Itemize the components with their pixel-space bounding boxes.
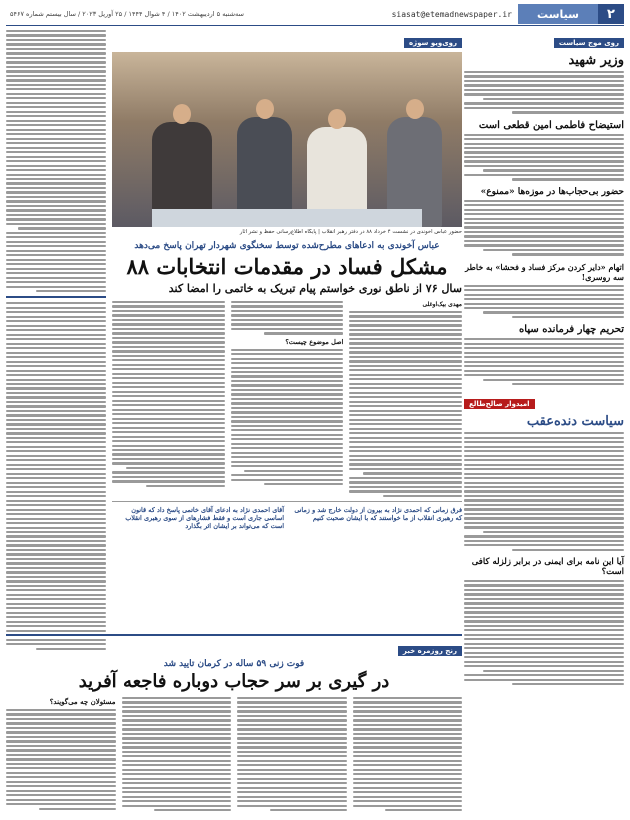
pull-quote-1: فرق زمانی که احمدی نژاد به بیرون از دولت خارج شد و زمانی که رهبری انقلاب از ما خواستند که با ایشان صحبت کنیم bbox=[294, 506, 462, 523]
bottom-subhead: مسئولان چه می‌گویند؟ bbox=[49, 697, 116, 706]
bottom-headline: در گیری بر سر حجاب دوباره فاجعه آفرید bbox=[78, 671, 390, 692]
pull-quote-2: آقای احمدی نژاد به ادعای آقای خاتمی پاسخ داد که قانون اساسی جاری است و فقط فشارهای از سوی رهبری انقلاب است که می‌تواند بر ایشان اثر بگذارد bbox=[125, 506, 284, 531]
story-title-5: تحریم چهار فرمانده سپاه bbox=[519, 324, 624, 336]
main-headline: مشکل فساد در مقدمات انتخابات ۸۸ bbox=[126, 254, 448, 279]
left-column bbox=[6, 30, 106, 630]
story-title-2: استیضاح فاطمی امین قطعی است bbox=[478, 119, 624, 131]
column-title: سیاست دنده‌عقب bbox=[526, 414, 624, 430]
main-kicker: عباس آخوندی به ادعاهای مطرح‌شده توسط سخنگوی شهردار تهران پاسخ می‌دهد bbox=[134, 241, 440, 251]
story-title-4: اتهام «دایر کردن مرکز فساد و فحشا» به خاطر سه روسری! bbox=[465, 261, 624, 282]
right-column-label: روی موج سیاست bbox=[554, 38, 624, 48]
last-story-body bbox=[464, 580, 624, 685]
main-byline: مهدی بیک‌اوغلی bbox=[422, 301, 462, 308]
bottom-body bbox=[6, 697, 462, 811]
story-title-3: حضور بی‌حجاب‌ها در موزه‌ها «ممنوع» bbox=[480, 186, 624, 197]
main-photo bbox=[112, 52, 462, 227]
column-author-label: امیدوار صالح‌طالع bbox=[464, 399, 535, 409]
story-title-1: وزیر شهید bbox=[568, 53, 624, 68]
bottom-story bbox=[6, 634, 462, 814]
left-column-body-2 bbox=[6, 302, 106, 649]
story-body-1 bbox=[464, 71, 624, 114]
header-divider bbox=[6, 25, 624, 26]
column-body bbox=[464, 432, 624, 551]
bottom-kicker: فوت زنی ۵۹ ساله در کرمان تایید شد bbox=[163, 659, 305, 669]
section-name: سیاست bbox=[518, 4, 598, 24]
page-number: ۲ bbox=[598, 4, 624, 24]
story-body-5 bbox=[464, 338, 624, 385]
main-body bbox=[112, 301, 462, 497]
story-body-4 bbox=[464, 285, 624, 319]
section-email[interactable]: siasat@etemadnewspaper.ir bbox=[391, 9, 512, 19]
story-body-2 bbox=[464, 134, 624, 181]
page-header bbox=[6, 4, 624, 24]
bottom-label: رنج روزمره خبر bbox=[398, 646, 462, 656]
main-story bbox=[112, 30, 462, 630]
dateline: سه‌شنبه ۵ اردیبهشت ۱۴۰۲ / ۴ شوال ۱۴۴۴ / ۲۵ آوریل ۲۰۲۳ / سال بیستم شماره ۵۴۶۷ bbox=[10, 10, 244, 18]
main-label: روی‌ویو سوژه bbox=[404, 38, 462, 48]
photo-caption: حضور عباس آخوندی در نشست ۴ خرداد ۸۸ در دفتر رهبر انقلاب | پایگاه اطلاع‌رسانی حفظ و نشر آثار bbox=[239, 229, 462, 235]
left-column-body-1 bbox=[6, 30, 106, 292]
main-quotes bbox=[112, 506, 462, 530]
right-column bbox=[464, 30, 624, 814]
last-story-title: آیا این نامه برای ایمنی در برابر زلزله کافی است؟ bbox=[471, 556, 624, 577]
main-crosshead: اصل موضوع چیست؟ bbox=[285, 337, 344, 346]
main-subhead: سال ۷۶ از ناطق نوری خواستم پیام تبریک به خاتمی را امضا کند bbox=[168, 282, 462, 295]
story-body-3 bbox=[464, 200, 624, 256]
